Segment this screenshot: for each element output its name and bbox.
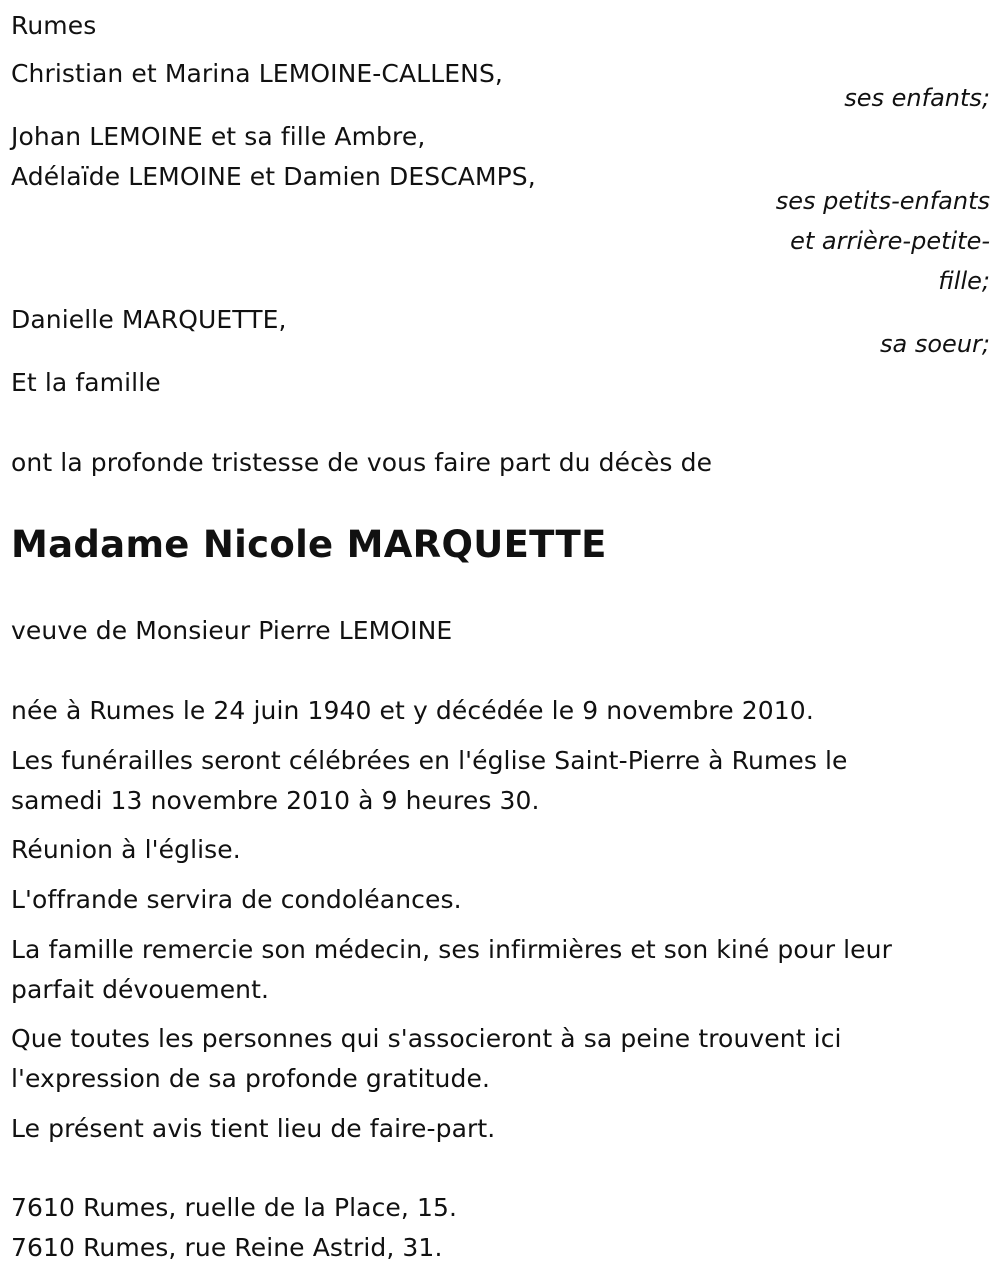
offering-line: L'offrande servira de condoléances. [11, 885, 462, 914]
thanks-line-2: parfait dévouement. [11, 975, 270, 1004]
widow-of-line: veuve de Monsieur Pierre LEMOINE [11, 616, 453, 645]
address-line-1: 7610 Rumes, ruelle de la Place, 15. [11, 1193, 458, 1222]
birth-death-line: née à Rumes le 24 juin 1940 et y décédée le 9 novembre 2010. [11, 696, 814, 725]
children-role: ses enfants; [844, 84, 990, 112]
grandchildren-role-line-3: fille; [938, 267, 990, 295]
gratitude-line-2: l'expression de sa profonde gratitude. [11, 1064, 490, 1093]
grandchild-line-2: Adélaïde LEMOINE et Damien DESCAMPS, [11, 162, 536, 191]
announcement-text: ont la profonde tristesse de vous faire part du décès de [11, 448, 713, 477]
funeral-line-1: Les funérailles seront célébrées en l'église Saint-Pierre à Rumes le [11, 746, 848, 775]
deceased-name: Madame Nicole MARQUETTE [11, 523, 607, 566]
funeral-line-2: samedi 13 novembre 2010 à 9 heures 30. [11, 786, 540, 815]
meeting-line: Réunion à l'église. [11, 835, 241, 864]
notice-line: Le présent avis tient lieu de faire-part. [11, 1114, 496, 1143]
place-header: Rumes [11, 11, 97, 40]
sister-name: Danielle MARQUETTE, [11, 305, 287, 334]
gratitude-line-1: Que toutes les personnes qui s'associeront à sa peine trouvent ici [11, 1024, 842, 1053]
thanks-line-1: La famille remercie son médecin, ses infirmières et son kiné pour leur [11, 935, 892, 964]
grandchildren-role-line-1: ses petits-enfants [775, 187, 990, 215]
grandchildren-role-line-2: et arrière-petite- [790, 227, 990, 255]
family-line: Et la famille [11, 368, 161, 397]
children-names: Christian et Marina LEMOINE-CALLENS, [11, 59, 503, 88]
grandchild-line-1: Johan LEMOINE et sa fille Ambre, [11, 122, 426, 151]
sister-role: sa soeur; [880, 330, 990, 358]
address-line-2: 7610 Rumes, rue Reine Astrid, 31. [11, 1233, 443, 1262]
